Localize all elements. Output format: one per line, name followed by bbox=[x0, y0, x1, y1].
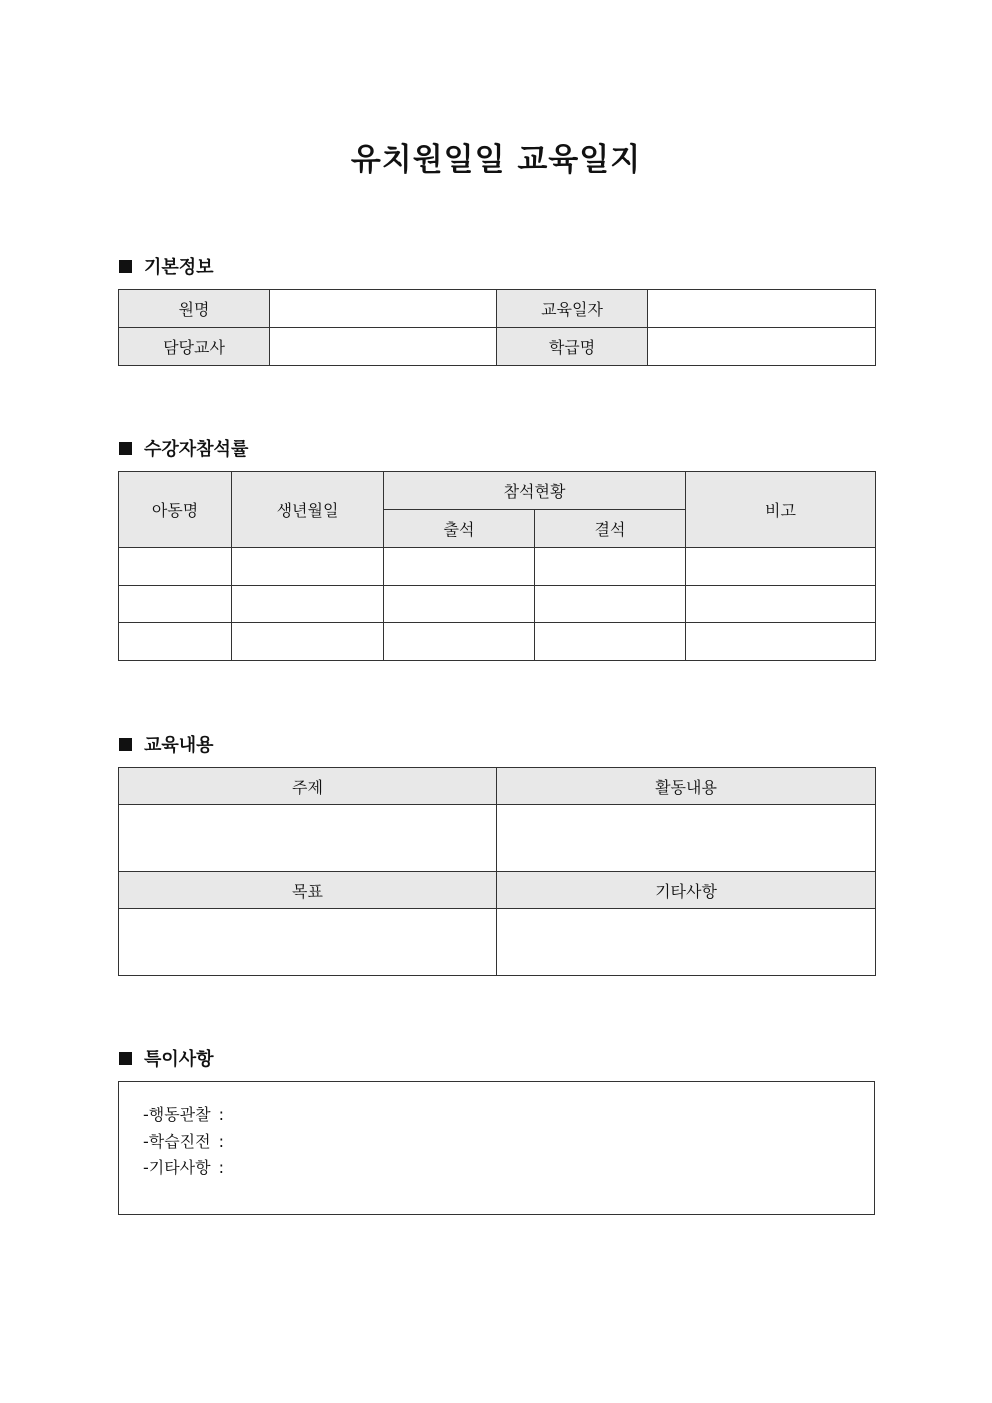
label-activity: 활동내용 bbox=[497, 768, 876, 805]
note-colon: : bbox=[218, 1105, 224, 1124]
table-row bbox=[119, 586, 876, 623]
label-class-name: 학급명 bbox=[497, 328, 648, 366]
label-teacher: 담당교사 bbox=[119, 328, 270, 366]
special-notes-box[interactable] bbox=[118, 1081, 875, 1215]
black-square-icon bbox=[119, 1052, 132, 1065]
attendance-table bbox=[118, 471, 876, 661]
child-name-cell[interactable] bbox=[119, 623, 232, 661]
note-colon: : bbox=[218, 1131, 224, 1151]
label-other: 기타사항 bbox=[497, 872, 876, 909]
section-heading-basic-info bbox=[119, 253, 214, 279]
section-heading-education-content bbox=[119, 731, 214, 757]
note-label: -기타사항 bbox=[143, 1158, 211, 1177]
education-date-field[interactable] bbox=[648, 290, 876, 328]
black-square-icon bbox=[119, 442, 132, 455]
child-name-cell[interactable] bbox=[119, 586, 232, 623]
absent-cell[interactable] bbox=[535, 623, 686, 661]
activity-field[interactable] bbox=[497, 805, 876, 872]
black-square-icon bbox=[119, 260, 132, 273]
note-line-other bbox=[143, 1155, 874, 1182]
remarks-cell[interactable] bbox=[686, 586, 876, 623]
birth-date-cell[interactable] bbox=[232, 586, 384, 623]
note-line-learning bbox=[143, 1129, 874, 1156]
table-header-row bbox=[119, 872, 876, 909]
column-header-birth-date: 생년월일 bbox=[232, 472, 384, 548]
basic-info-table bbox=[118, 289, 876, 366]
goal-field[interactable] bbox=[119, 909, 497, 976]
table-row bbox=[119, 909, 876, 976]
child-name-cell[interactable] bbox=[119, 548, 232, 586]
label-topic: 주제 bbox=[119, 768, 497, 805]
label-goal: 목표 bbox=[119, 872, 497, 909]
present-cell[interactable] bbox=[384, 623, 535, 661]
label-education-date: 교육일자 bbox=[497, 290, 648, 328]
remarks-cell[interactable] bbox=[686, 548, 876, 586]
birth-date-cell[interactable] bbox=[232, 623, 384, 661]
column-header-attendance-status: 참석현황 bbox=[384, 472, 686, 510]
page-title: 유치원일일 교육일지 bbox=[350, 142, 642, 178]
section-heading-special-notes bbox=[119, 1045, 214, 1071]
table-row bbox=[119, 805, 876, 872]
present-cell[interactable] bbox=[384, 586, 535, 623]
education-content-table bbox=[118, 767, 876, 976]
teacher-field[interactable] bbox=[270, 328, 497, 366]
school-name-field[interactable] bbox=[270, 290, 497, 328]
absent-cell[interactable] bbox=[535, 548, 686, 586]
label-school-name: 원명 bbox=[119, 290, 270, 328]
class-name-field[interactable] bbox=[648, 328, 876, 366]
table-row bbox=[119, 290, 876, 328]
present-cell[interactable] bbox=[384, 548, 535, 586]
black-square-icon bbox=[119, 738, 132, 751]
section-heading-label: 수강자참석률 bbox=[144, 439, 249, 460]
section-heading-label: 특이사항 bbox=[144, 1049, 214, 1070]
note-colon: : bbox=[218, 1158, 224, 1177]
note-label: -행동관찰 bbox=[143, 1105, 211, 1124]
section-heading-label: 교육내용 bbox=[144, 735, 214, 756]
table-row bbox=[119, 328, 876, 366]
table-header-row bbox=[119, 768, 876, 805]
column-header-child-name: 아동명 bbox=[119, 472, 232, 548]
section-heading-label: 기본정보 bbox=[144, 257, 214, 278]
birth-date-cell[interactable] bbox=[232, 548, 384, 586]
column-header-present: 출석 bbox=[384, 510, 535, 548]
remarks-cell[interactable] bbox=[686, 623, 876, 661]
table-row bbox=[119, 623, 876, 661]
column-header-remarks: 비고 bbox=[686, 472, 876, 548]
column-header-absent: 결석 bbox=[535, 510, 686, 548]
note-label: -학습진전 bbox=[143, 1131, 211, 1151]
absent-cell[interactable] bbox=[535, 586, 686, 623]
other-field[interactable] bbox=[497, 909, 876, 976]
table-row bbox=[119, 548, 876, 586]
section-heading-attendance bbox=[119, 435, 248, 461]
table-header-row bbox=[119, 472, 876, 510]
note-line-behavior bbox=[143, 1102, 874, 1129]
topic-field[interactable] bbox=[119, 805, 497, 872]
